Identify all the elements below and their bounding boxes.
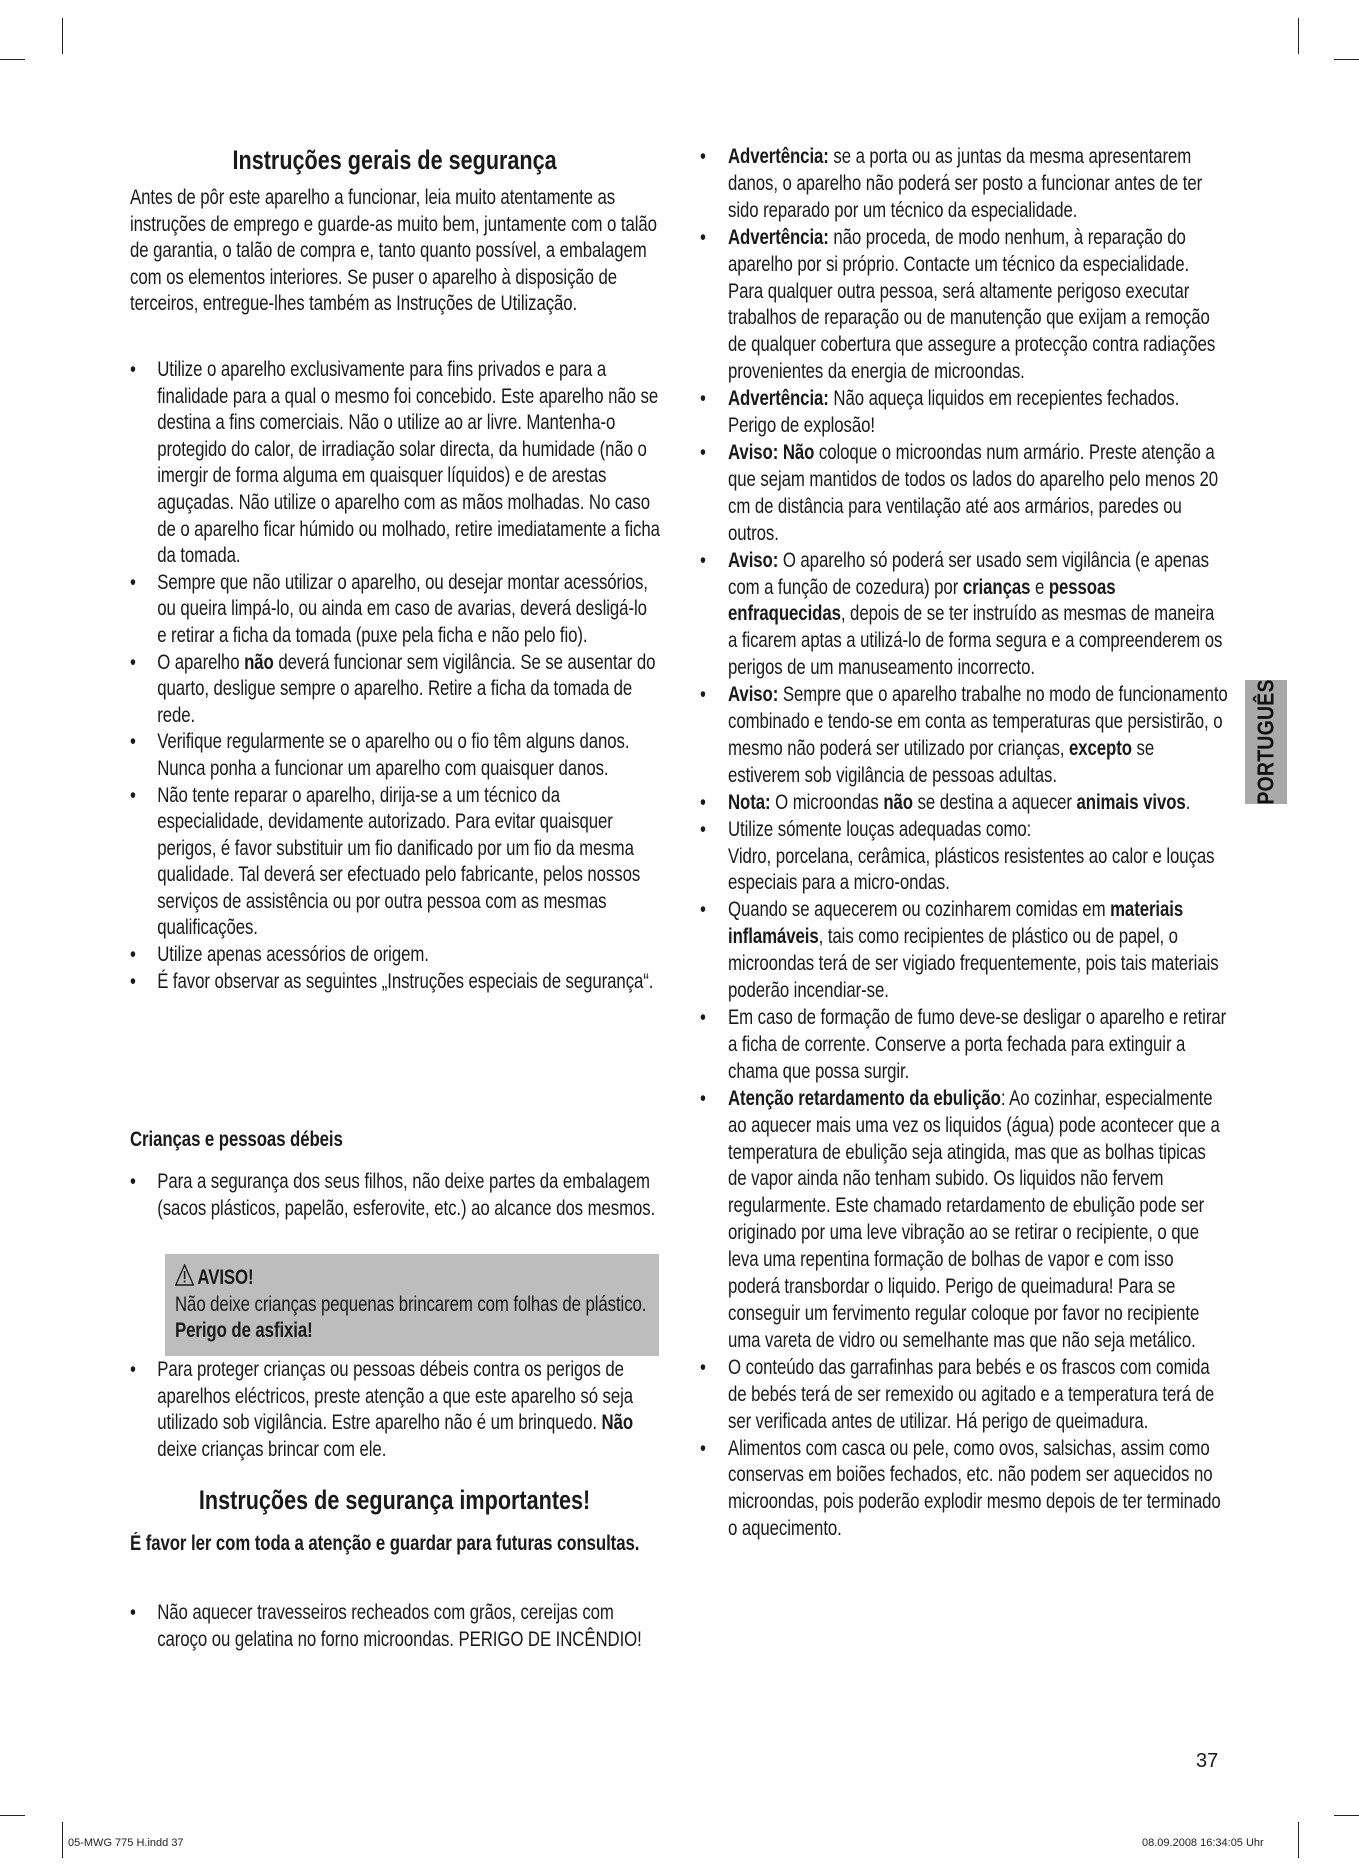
children-list-2 [130, 1357, 660, 1463]
warning-text: Não deixe crianças pequenas brincarem com folhas de plástico. Perigo de asfixia! [175, 1292, 647, 1343]
list-item: • Aviso: Não coloque o microondas num armário. Preste atenção a que sejam mantidos de todos os lados do aparelho pelo menos 20 cm de distância para ventilação até aos armários, paredes ou outros. [700, 440, 1228, 548]
list-item: • O conteúdo das garrafinhas para bebés e os frascos com comida de bebés terá de ser remexido ou agitado e a temperatura terá de ser verificada antes de utilizar. Há perigo de queimadura. [700, 1355, 1228, 1436]
children-list [130, 1169, 660, 1222]
crop-mark [62, 1822, 63, 1858]
footer-timestamp: 08.09.2008 16:34:05 Uhr [1142, 1837, 1264, 1849]
list-item: • Quando se aquecerem ou cozinharem comidas em materiais inflamáveis, tais como recipientes de plástico ou de papel, o microondas terá de ser vigiado frequentemente, pois tais materiais poderão incendiar-se. [700, 897, 1228, 1005]
warning-box [165, 1254, 659, 1356]
crop-mark [1334, 1815, 1359, 1816]
subheading-read-carefully: É favor ler com toda a atenção e guardar para futuras consultas. [130, 1532, 640, 1555]
crop-mark [1298, 1822, 1299, 1858]
list-item: • Advertência: não proceda, de modo nenhum, à reparação do aparelho por si próprio. Contacte um técnico da especialidade. Para qualquer outra pessoa, será altamente perigoso executar trabalhos de reparação ou de manutenção que exijam a remoção de qualquer cobertura que assegure a protecção contra radiações provenientes da energia de microondas. [700, 225, 1228, 386]
microwave-safety-list [700, 144, 1228, 1543]
list-item: • Nota: O microondas não se destina a aquecer animais vivos. [700, 790, 1228, 817]
footer-file-slug: 05-MWG 775 H.indd 37 [68, 1837, 184, 1849]
list-item: • Aviso: O aparelho só poderá ser usado sem vigilância (e apenas com a função de cozedura) por crianças e pessoas enfraquecidas, depois de se ter instruído as mesmas de maneira a ficarem aptas a utilizá-lo de forma segura e a compreenderem os perigos de um manuseamento incorrecto. [700, 548, 1228, 683]
list-item: • Sempre que não utilizar o aparelho, ou desejar montar acessórios, ou queira limpá-lo, ou ainda em caso de avarias, deverá desligá-lo e retirar a ficha da tomada (puxe pela ficha e não pelo fio). [130, 570, 660, 650]
list-item: • O aparelho não deverá funcionar sem vigilância. Se se ausentar do quarto, desligue sempre o aparelho. Retire a ficha da tomada de rede. [130, 650, 660, 730]
crop-mark [0, 1815, 25, 1816]
crop-mark [1334, 59, 1359, 60]
list-item: • Atenção retardamento da ebulição: Ao cozinhar, especialmente ao aquecer mais uma vez os liquidos (água) pode acontecer que a temperatura de ebulição seja atingida, mas que as bolhas tipicas de vapor ainda não tenham subido. Os liquidos não fervem regularmente. Este chamado retardamento de ebulição pode ser originado por uma leve vibração ao se retirar o recipiente, o que leva uma repentina formação de bolhas de vapor e com isso poderá transbordar o liquido. Perigo de queimadura! Para se conseguir um fervimento regular coloque por favor no recipiente uma vareta de vidro ou semelhante mas que não seja metálico. [700, 1086, 1228, 1355]
section-heading-important-safety: Instruções de segurança importantes! [199, 1485, 591, 1515]
intro-paragraph: Antes de pôr este aparelho a funcionar, leia muito atentamente as instruções de emprego e guarde-as muito bem, juntamente com o talão de garantia, o talão de compra e, tanto quanto possível, a embalagem com os elementos interiores. Se puser o aparelho à disposição de terceiros, entregue-lhes também as Instruções de Utilização. [130, 186, 657, 316]
list-item: • Advertência: se a porta ou as juntas da mesma apresentarem danos, o aparelho não poderá ser posto a funcionar antes de ter sido reparado por um técnico da especialidade. [700, 144, 1228, 225]
language-tab [1245, 680, 1287, 804]
list-item: • Alimentos com casca ou pele, como ovos, salsichas, assim como conservas em boiões fechados, etc. não podem ser aquecidos no microondas, pois poderão explodir mesmo depois de ter terminado o aquecimento. [700, 1436, 1228, 1544]
list-item: • Advertência: Não aqueça liquidos em recepientes fechados. Perigo de explosão! [700, 386, 1228, 440]
list-item: • Para a segurança dos seus filhos, não deixe partes da embalagem (sacos plásticos, papelão, esferovite, etc.) ao alcance dos mesmos. [130, 1169, 660, 1222]
warning-triangle-icon [175, 1264, 194, 1286]
list-item: • Utilize apenas acessórios de origem. [130, 942, 660, 969]
warning-title: AVISO! [197, 1266, 254, 1289]
general-safety-list [130, 357, 660, 995]
important-list [130, 1600, 660, 1653]
list-item: • Aviso: Sempre que o aparelho trabalhe no modo de funcionamento combinado e tendo-se em conta as temperaturas que persistirão, o mesmo não poderá ser utilizado por crianças, excepto se estiverem sob vigilância de pessoas adultas. [700, 682, 1228, 790]
crop-mark [62, 18, 63, 54]
list-item: • Utilize o aparelho exclusivamente para fins privados e para a finalidade para a qual o mesmo foi concebido. Este aparelho não se destina a fins comerciais. Não o utilize ao ar livre. Mantenha-o protegido do calor, de irradiação solar directa, da humidade (não o imergir de forma alguma em quaisquer líquidos) e de arestas aguçadas. Não utilize o aparelho com as mãos molhadas. No caso de o aparelho ficar húmido ou molhado, retire imediatamente a ficha da tomada. [130, 357, 660, 570]
list-item: • Utilize sómente louças adequadas como: Vidro, porcelana, cerâmica, plásticos resistentes ao calor e louças especiais para a micro-ondas. [700, 817, 1228, 898]
page-number: 37 [1196, 1750, 1219, 1772]
list-item: • Em caso de formação de fumo deve-se desligar o aparelho e retirar a ficha de corrente. Conserve a porta fechada para extinguir a chama que possa surgir. [700, 1005, 1228, 1086]
crop-mark [0, 59, 25, 60]
list-item: • É favor observar as seguintes „Instruções especiais de segurança“. [130, 969, 660, 996]
section-heading-general-safety: Instruções gerais de segurança [232, 145, 558, 175]
crop-mark [1298, 18, 1299, 54]
language-tab-label: PORTUGUÊS [1252, 679, 1279, 805]
list-item: • Para proteger crianças ou pessoas débeis contra os perigos de aparelhos eléctricos, preste atenção a que este aparelho só seja utilizado sob vigilância. Estre aparelho não é um brinquedo. Não deixe crianças brincar com ele. [130, 1357, 660, 1463]
list-item: • Não aquecer travesseiros recheados com grãos, cereijas com caroço ou gelatina no forno microondas. PERIGO DE INCÊNDIO! [130, 1600, 660, 1653]
list-item: • Não tente reparar o aparelho, dirija-se a um técnico da especialidade, devidamente autorizado. Para evitar quaisquer perigos, é favor substituir um fio danificado por um fio da mesma qualidade. Tal deverá ser efectuado pelo fabricante, pelos nossos serviços de assistência ou por outra pessoa com as mesmas qualificações. [130, 783, 660, 943]
subheading-children: Crianças e pessoas débeis [130, 1128, 343, 1151]
list-item: • Verifique regularmente se o aparelho ou o fio têm alguns danos. Nunca ponha a funcionar um aparelho com quaisquer danos. [130, 729, 660, 782]
